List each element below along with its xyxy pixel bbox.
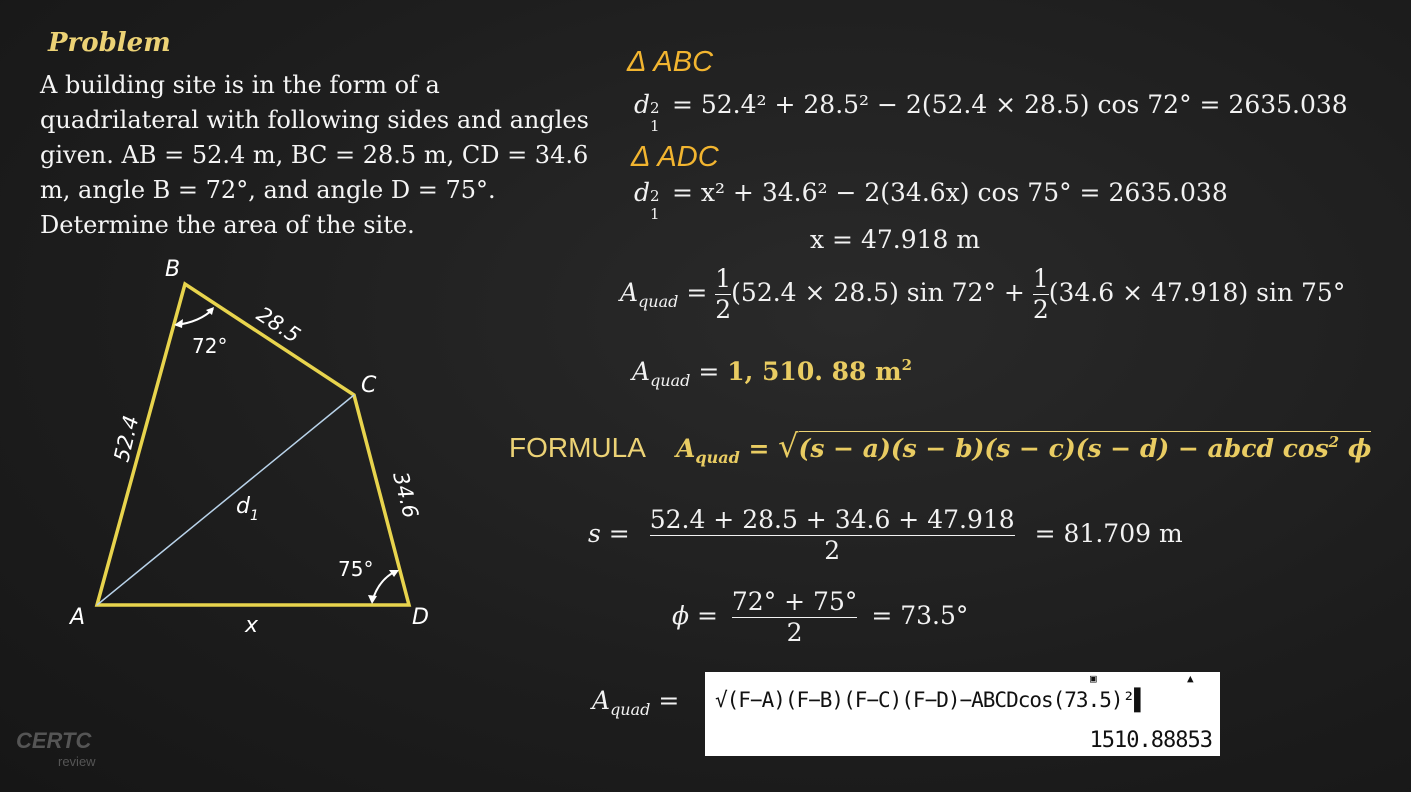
triangle-abc-heading: Δ ABC: [627, 46, 714, 78]
area-result: $A_{quad} = 1$, 510. 88 $m^2$: [632, 356, 913, 390]
angle-b-label: 72°: [192, 334, 228, 358]
calculator-screen: [705, 672, 1220, 756]
side-ad-label: x: [245, 613, 259, 638]
semiperimeter-equation: s = $\frac{52.4 + 28.5 + 34.6 + 47.918}{2}$ = 81.709 m: [588, 505, 1183, 565]
area-quad-equation: $A_{quad}$ = $\frac{1}{2}$ (52.4 × 28.5) sin 72° + $\frac{1}{2}$ (34.6 × 47.918) sin 75°: [620, 264, 1346, 324]
equation-d1-abc: d 2 1 = 52.4² + 28.5² − 2(52.4 × 28.5) cos 72° = 2635.038: [634, 90, 1348, 135]
calculator-lhs: $A_{quad}$ =: [592, 686, 680, 719]
vertex-b-label: B: [165, 257, 181, 282]
problem-statement: A building site is in the form of a quadrilateral with following sides and angles given. AB = 52.4 m, BC = 28.5 m, CD = 34.6 m, angle B = 72°, and angle D = 75°. Determine the area of the site.: [40, 71, 589, 239]
side-cd-label: 34.6: [388, 469, 423, 521]
problem-title: Problem: [48, 28, 171, 58]
calculator-expression: √(F−A)(F−B)(F−C)(F−D)−ABCDcos(73.5)²▌: [715, 688, 1146, 712]
vertex-c-label: C: [361, 373, 377, 398]
side-bc-label: 28.5: [252, 302, 305, 348]
calculator-indicator-icon: ▣: [1090, 672, 1097, 685]
diagonal-label: $d_1$: [236, 494, 259, 524]
phi-equation: ϕ = $\frac{72^\circ + 75^\circ}{2}$ = 73.5°: [672, 587, 969, 647]
formula-label: FORMULA: [509, 432, 646, 463]
equation-x-result: x = 47.918 m: [810, 225, 981, 254]
formula-expression: $A_{quad} = √(s - a)(s - b)(s - c)(s - d)$ − abcd $\cos^2 \phi$: [676, 427, 1372, 467]
vertex-a-label: A: [70, 605, 86, 630]
equation-d1-adc: d 2 1 = x² + 34.6² − 2(34.6x) cos 75° = 2635.038: [634, 178, 1228, 223]
calculator-scroll-icon: ▲: [1187, 672, 1194, 685]
quadrilateral-diagram: [0, 0, 620, 792]
logo-subtitle: review: [58, 754, 96, 769]
calculator-result: 1510.88853: [1089, 728, 1212, 753]
side-ab-label: 52.4: [109, 413, 144, 465]
logo: CERTC: [16, 728, 92, 753]
triangle-adc-heading: Δ ADC: [631, 141, 719, 173]
angle-d-label: 75°: [338, 557, 374, 581]
vertex-d-label: D: [412, 605, 429, 630]
angle-d-arrow-icon: [368, 595, 377, 604]
